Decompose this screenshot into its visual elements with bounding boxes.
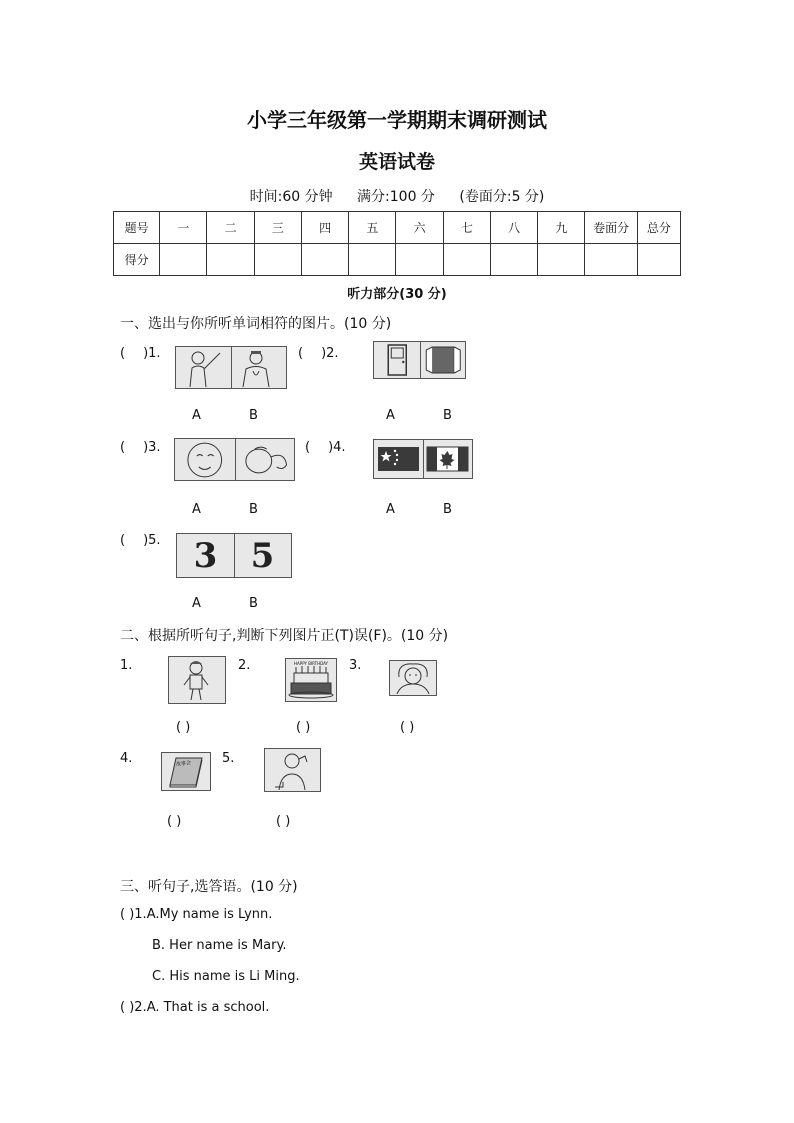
s2-q3-number: 3. (349, 658, 362, 673)
s3-q1-line (120, 907, 272, 922)
s3-q2-answer-blank[interactable]: ( ) (120, 1000, 135, 1015)
score-cell[interactable] (396, 244, 443, 276)
q5-label (120, 533, 161, 548)
score-table-header-row (114, 212, 681, 244)
score-header-cell: 七 (443, 212, 490, 244)
score-header-cell: 六 (396, 212, 443, 244)
exam-title: 小学三年级第一学期期末调研测试 (247, 108, 547, 132)
q4-label (305, 440, 346, 455)
question-number: )2. (321, 346, 339, 361)
s2-q2-answer-blank[interactable]: ( ) (296, 720, 311, 735)
birthday-cake-image (285, 658, 337, 702)
s2-q1-number: 1. (120, 658, 133, 673)
q4-option-b: B (443, 502, 452, 517)
section2-title: 二、根据所听句子,判断下列图片正(T)误(F)。(10 分) (120, 628, 449, 644)
s3-q1-number: 1. (134, 907, 147, 922)
q2-option-b: B (443, 408, 452, 423)
score-header-cell: 卷面分 (585, 212, 637, 244)
answer-bracket-open: ( (298, 346, 304, 361)
s3-q1-option-a: A.My name is Lynn. (146, 907, 273, 922)
s2-q5-number: 5. (222, 751, 235, 766)
score-cell[interactable] (585, 244, 637, 276)
score-header-cell: 一 (160, 212, 207, 244)
question-number: )1. (143, 346, 161, 361)
q3-option-a: A (192, 502, 201, 517)
answer-bracket-open: ( (120, 440, 126, 455)
boy-image (168, 656, 226, 704)
s2-q1-answer-blank[interactable]: ( ) (176, 720, 191, 735)
q5-option-b: B (249, 596, 258, 611)
score-header-cell: 题号 (114, 212, 160, 244)
neat-score: (卷面分:5 分) (459, 189, 545, 205)
s2-q4-number: 4. (120, 751, 133, 766)
q3-images (174, 438, 295, 481)
q4-images (373, 439, 473, 479)
s3-q2-number: 2. (134, 1000, 147, 1015)
number-three-image: 3 (193, 535, 218, 576)
q3-label (120, 440, 161, 455)
answer-bracket-open: ( (120, 346, 126, 361)
s3-q1-answer-blank[interactable]: ( ) (120, 907, 135, 922)
score-header-cell: 九 (538, 212, 585, 244)
score-cell[interactable] (443, 244, 490, 276)
grandmother-image (389, 660, 437, 696)
q1-option-b: B (249, 408, 258, 423)
answer-bracket-open: ( (120, 533, 126, 548)
china-flag-image (374, 440, 423, 478)
window-image (420, 342, 466, 378)
score-cell[interactable] (207, 244, 254, 276)
q4-option-a: A (386, 502, 395, 517)
door-image (374, 342, 420, 378)
s3-q1-option-c: C. His name is Li Ming. (152, 969, 300, 984)
q2-label (298, 346, 339, 361)
exam-info (0, 186, 794, 206)
score-row-label: 得分 (114, 244, 160, 276)
score-cell[interactable] (637, 244, 680, 276)
score-cell[interactable] (349, 244, 396, 276)
s3-q2-option-a: A. That is a school. (146, 1000, 270, 1015)
q2-images (373, 341, 466, 379)
s3-q2-line (120, 1000, 269, 1015)
answer-bracket-open: ( (305, 440, 311, 455)
q3-option-b: B (249, 502, 258, 517)
score-cell[interactable] (490, 244, 537, 276)
cake-text: HAPPY BIRTHDAY (294, 661, 328, 666)
s2-q2-number: 2. (238, 658, 251, 673)
q1-images (175, 346, 287, 389)
q2-option-a: A (386, 408, 395, 423)
score-header-cell: 八 (490, 212, 537, 244)
book-title-text: 故事会 (175, 760, 192, 768)
score-header-cell: 五 (349, 212, 396, 244)
number-five-image: 5 (250, 535, 275, 576)
s2-q4-answer-blank[interactable]: ( ) (167, 814, 182, 829)
canada-flag-image (423, 440, 472, 478)
score-cell[interactable] (301, 244, 348, 276)
question-number: )3. (143, 440, 161, 455)
s3-q1-option-b: B. Her name is Mary. (152, 938, 287, 953)
q5-option-a: A (192, 596, 201, 611)
listening-title: 听力部分(30 分) (347, 287, 447, 302)
q1-label (120, 346, 161, 361)
q5-images (176, 533, 292, 578)
ponytail-head-image (235, 439, 295, 480)
face-image (175, 439, 235, 480)
score-cell[interactable] (538, 244, 585, 276)
score-header-cell: 总分 (637, 212, 680, 244)
question-number: )4. (328, 440, 346, 455)
score-header-cell: 二 (207, 212, 254, 244)
book-image (161, 752, 211, 791)
full-score: 满分:100 分 (357, 189, 435, 205)
section3-title: 三、听句子,选答语。(10 分) (120, 879, 298, 895)
doctor-image (231, 347, 286, 388)
q1-option-a: A (192, 408, 201, 423)
exam-subtitle: 英语试卷 (358, 151, 435, 173)
score-header-cell: 三 (254, 212, 301, 244)
score-header-cell: 四 (301, 212, 348, 244)
thinking-man-image (264, 748, 321, 792)
score-table-score-row (114, 244, 681, 276)
section1-title: 一、选出与你所听单词相符的图片。(10 分) (120, 316, 392, 332)
score-table (113, 211, 681, 276)
time-limit: 时间:60 分钟 (249, 189, 333, 205)
question-number: )5. (143, 533, 161, 548)
s2-q5-answer-blank[interactable]: ( ) (276, 814, 291, 829)
score-cell[interactable] (160, 244, 207, 276)
score-cell[interactable] (254, 244, 301, 276)
teacher-pointing-image (176, 347, 231, 388)
s2-q3-answer-blank[interactable]: ( ) (400, 720, 415, 735)
